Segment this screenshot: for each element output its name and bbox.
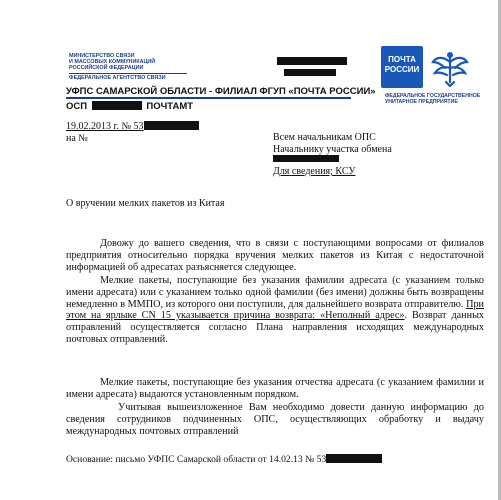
agency-name: ФЕДЕРАЛЬНОЕ АГЕНТСТВО СВЯЗИ bbox=[69, 74, 166, 81]
redaction-mark bbox=[284, 69, 336, 76]
body-paragraph-3: Мелкие пакеты, поступающие без указания отчества адресата (с указанием фамилии и имени адресата) выдаются установленным порядком. bbox=[66, 377, 484, 400]
header-rule bbox=[66, 97, 351, 99]
ministry-block bbox=[69, 53, 189, 81]
ministry-line: РОССИЙСКОЙ ФЕДЕРАЦИИ bbox=[69, 65, 144, 72]
logo-text-line1: ПОЧТА bbox=[388, 55, 416, 64]
osp-prefix: ОСП bbox=[66, 101, 88, 112]
post-office-line bbox=[66, 101, 193, 112]
document-subject: О вручении мелких пакетов из Китая bbox=[66, 198, 225, 209]
for-info-text: Для сведения; КСУ bbox=[273, 166, 356, 177]
paragraph-underlined: При этом на ярлыке CN 15 указывается причина возврата: «Неполный адрес» bbox=[66, 298, 484, 322]
for-info-line bbox=[273, 166, 355, 177]
ministry-divider bbox=[69, 73, 187, 74]
redaction-mark bbox=[277, 57, 347, 65]
recipient-line: Начальнику участка обмена bbox=[273, 144, 392, 155]
reference-number: на № bbox=[66, 133, 88, 144]
redaction-mark bbox=[326, 454, 382, 463]
logo-text-line2: РОССИИ bbox=[384, 65, 420, 74]
enterprise-line: ФЕДЕРАЛЬНОЕ ГОСУДАРСТВЕННОЕ bbox=[385, 93, 481, 99]
basis-text: Основание: письмо УФПС Самарской области от 14.02.13 № 53 bbox=[66, 454, 327, 465]
paragraph-text: . Возврат данных отправлений осуществляется согласно Плана направления исходящих международных почтовых отправлений. bbox=[66, 310, 485, 345]
basis-line bbox=[66, 454, 382, 465]
document-date-number bbox=[66, 121, 199, 132]
body-paragraph-1: Довожу до вашего сведения, что в связи с поступающими вопросами от филиалов предприятия относительно порядка вручения мелких пакетов из Китая с недостаточной информацией об адресатах разъясняется следующее. bbox=[66, 238, 484, 273]
branch-title: УФПС САМАРСКОЙ ОБЛАСТИ - ФИЛИАЛ ФГУП «ПОЧТА РОССИИ» bbox=[66, 86, 376, 97]
enterprise-label bbox=[385, 93, 495, 105]
eagle-emblem-icon bbox=[429, 48, 471, 90]
ministry-line: МИНИСТЕРСТВО СВЯЗИ bbox=[69, 53, 135, 59]
redaction-mark bbox=[273, 155, 339, 162]
pochta-logo bbox=[381, 46, 423, 88]
redaction-mark bbox=[92, 101, 142, 110]
date-number-text: 19.02.2013 г. № 53 bbox=[66, 121, 144, 132]
ministry-line: И МАССОВЫХ КОММУНИКАЦИЙ bbox=[69, 59, 156, 66]
body-paragraph-4: Учитывая вышеизложенное Вам необходимо довести данную информацию до сведения сотрудников подчиненных ОПС, осуществляющих обработку и выдачу международных почтовых отправлений bbox=[66, 402, 484, 437]
osp-suffix: ПОЧТАМТ bbox=[146, 101, 194, 112]
enterprise-line: УНИТАРНОЕ ПРЕДПРИЯТИЕ bbox=[385, 99, 458, 105]
recipient-line: Всем начальникам ОПС bbox=[273, 132, 376, 143]
redaction-mark bbox=[144, 121, 199, 130]
body-paragraph-2 bbox=[66, 275, 484, 346]
paragraph-text: Мелкие пакеты, поступающие без указания фамилии адресата (с указанием только имени адресата) или с указанием только одной фамилии (без имени) должны быть возвращены немедленно в ММПО, из которого они поступили, для дальнейшего возврата отправителю. bbox=[66, 275, 484, 310]
